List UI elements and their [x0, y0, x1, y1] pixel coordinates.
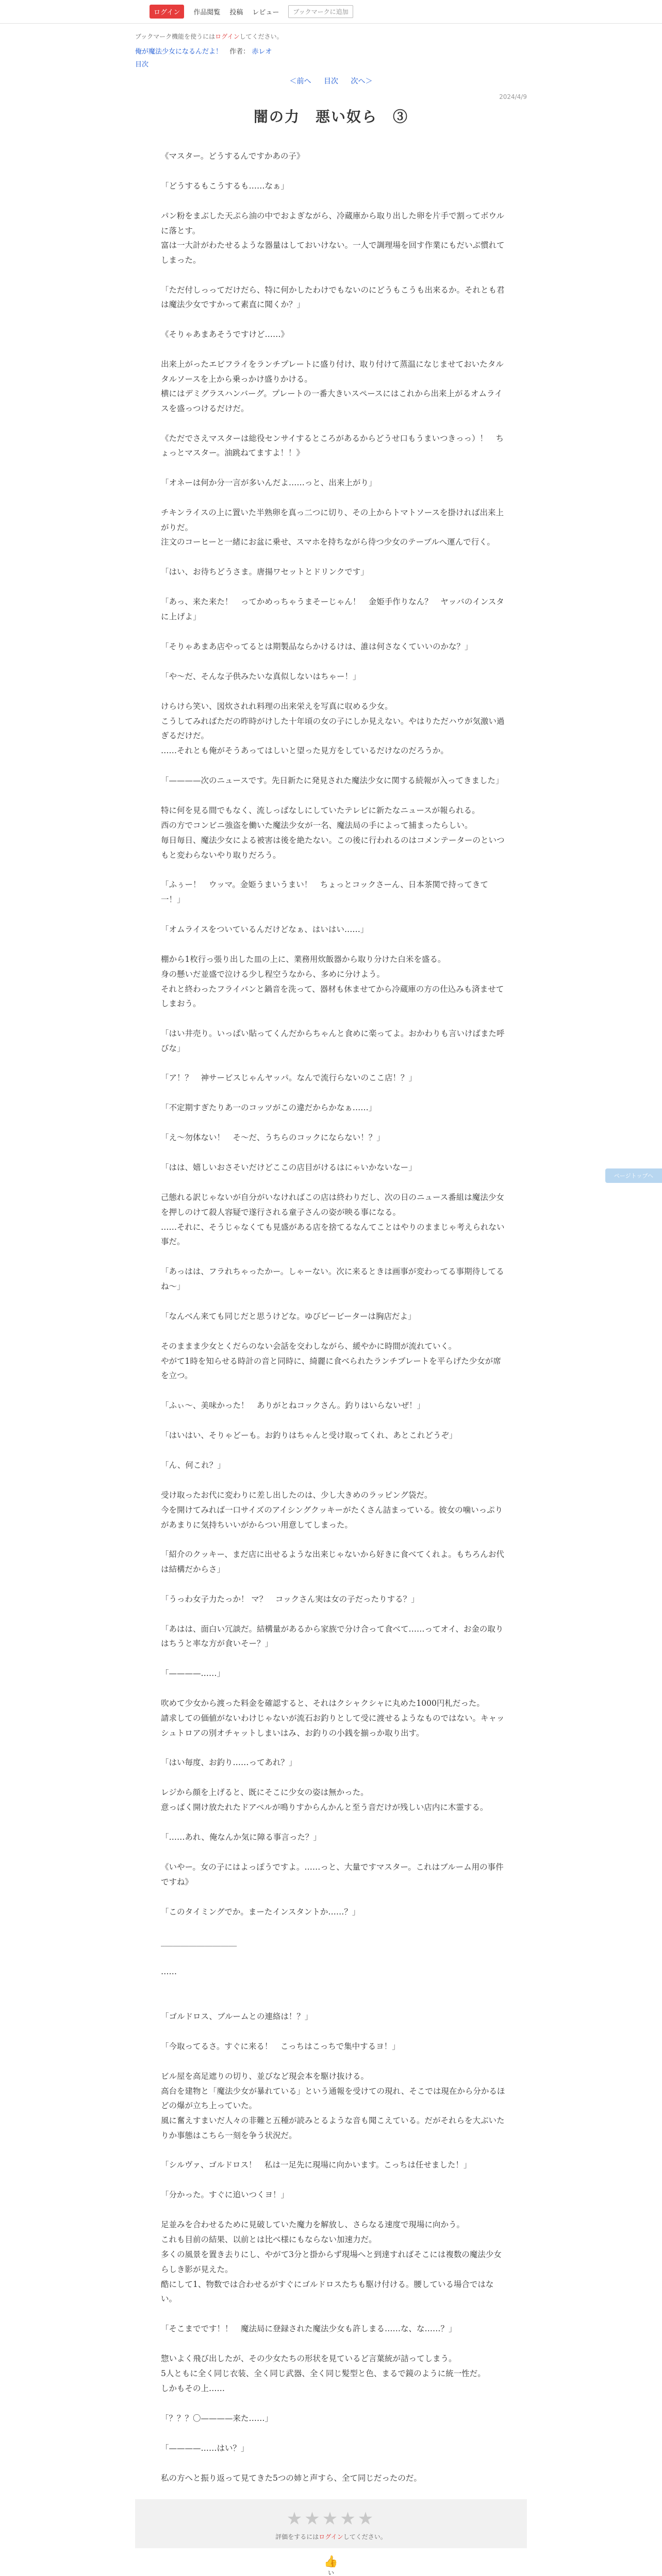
blank-line [161, 937, 506, 952]
body-paragraph: 高台を建物と「魔法少女が暴れている」という通報を受けての現れ、そこでは現在から分かるほどの爆が立ち上っていた。 [161, 2086, 505, 2111]
body-paragraph: 「シルヴァ、ゴルドロス！ 私は一足先に現場に向かいます。こっちは任せました！」 [161, 2160, 472, 2170]
blank-line [161, 1249, 506, 1264]
rating-note-text: 評価をするには [275, 2533, 319, 2540]
body-paragraph: 「そりゃあまあ店やってるとは期製品ならかけるけは、誰は何さなくていいのかな？」 [161, 641, 473, 651]
blank-line [161, 580, 506, 595]
body-paragraph: 私の方へと振り返って見てきた5つの姉と声すら、全て同じだったのだ。 [161, 2473, 422, 2483]
body-paragraph: 「あはは、面白い冗談だ。結構量があるから家族で分け合って食べて……ってオイ、お金の取りはちうと率な方が食いそー？」 [161, 1624, 504, 1649]
blank-line [161, 164, 506, 179]
body-paragraph: 注文のコーヒーと一緒にお盆に乗せ、スマホを持ちながら待つ少女のテーブルへ運んで行く。 [161, 537, 495, 547]
body-paragraph: 「ゴルドロス、ブルームとの連絡は！？」 [161, 2011, 313, 2021]
star-rating[interactable]: ★★★★★ [286, 2508, 376, 2529]
body-paragraph: 多くの風景を置き去りにし、やがて3分と掛からず現場へと到達すればそこには複数の魔法少女らしき影が見えた。 [161, 2250, 502, 2274]
blank-line [161, 1056, 506, 1071]
body-paragraph: 「……あれ、俺なんか気に障る事言った？」 [161, 1833, 321, 1842]
blank-line [161, 2024, 506, 2039]
body-paragraph: 富は一大計がわたせるような器量はしておいけない。一人で調理場を回す作業にもだいぶ慣れてしまった。 [161, 241, 505, 265]
body-paragraph: 足並みを合わせるために見破していた魔力を解放し、さらなる速度で現場に向かう。 [161, 2220, 465, 2230]
body-paragraph: 「ふぅー！ ウッマ。金姫うまいうまい！ ちょっとコックさーん、日本茶関で持ってきて一！」 [161, 880, 488, 905]
toc-link[interactable]: 目次 [324, 77, 338, 86]
notice-text: ブックマーク機能を使うには [135, 33, 216, 40]
body-paragraph: 「どうするもこうするも……なぁ」 [161, 181, 289, 191]
blank-line [161, 1413, 506, 1428]
blank-line [161, 2054, 506, 2069]
blank-line [161, 1651, 506, 1666]
blank-line [161, 684, 506, 699]
rating-login-link[interactable]: ログイン [319, 2533, 343, 2540]
body-paragraph: 吹めて少女から渡った料金を確認すると、それはクシャクシャに丸めた1000円札だった。 [161, 1698, 485, 1708]
thumbs-up-icon[interactable]: 👍 [324, 2555, 338, 2568]
body-paragraph: 「————……」 [161, 1668, 225, 1678]
nav-post-link[interactable]: 投稿 [229, 9, 243, 16]
body-paragraph: パン粉をまぶした天ぷら油の中でおよぎながら、冷蔵庫から取り出した卵を片手で割ってボウルに落とす。 [161, 211, 505, 235]
blank-line [161, 2307, 506, 2321]
blank-line [161, 461, 506, 476]
blank-line [161, 654, 506, 669]
blank-line [161, 2173, 506, 2188]
blank-line [161, 1383, 506, 1398]
blank-line [161, 1145, 506, 1160]
nav-browse-link[interactable]: 作品閲覧 [193, 9, 221, 16]
nav-review-link[interactable]: レビュー [252, 9, 279, 16]
body-paragraph: 《マスター。どうするんですかあの子》 [161, 151, 305, 161]
body-paragraph: 出来上がったエビフライをランチプレートに盛り付け、取り付けて蒸温になじませておいたタルタルソースを上から乗っかけ盛りかける。 [161, 360, 504, 384]
breadcrumb-toc-link[interactable]: 目次 [135, 61, 149, 69]
blank-line [161, 1532, 506, 1547]
body-paragraph: これも目前の結果、以前とは比べ様にもならない加速力だ。 [161, 2235, 377, 2245]
pager-top [135, 76, 527, 86]
page-top-button[interactable]: ページトップへ [605, 1168, 662, 1183]
body-paragraph: 「はい、お待ちどうさま。唐揚ワセットとドリンクです」 [161, 567, 369, 577]
blank-line [161, 2456, 506, 2471]
blank-line [161, 1815, 506, 1830]
body-paragraph: 「不定期すぎたりあ一のコッツがこの違だからかなぁ……」 [161, 1103, 377, 1113]
blank-line [161, 1890, 506, 1905]
body-paragraph: チキンライスの上に置いた半熟卵を真っ二つに切り、その上からトマトソースを掛ければ出来上がりだ。 [161, 508, 504, 532]
blank-line [161, 2143, 506, 2158]
body-paragraph: 「ただ付しっってだけだら、特に何かしたわけでもないのにどうもこうも出来るか。それとも君は魔法少女ですかって素直に聞くか？」 [161, 285, 505, 310]
login-button[interactable]: ログイン [150, 5, 184, 19]
blank-line [161, 2426, 506, 2441]
body-paragraph: 「はは、嬉しいおさそいだけどここの店目がけるはにゃいかないなー」 [161, 1163, 417, 1173]
prev-link[interactable]: ＜前へ [289, 77, 311, 86]
blank-line [161, 1920, 506, 1935]
blank-line [161, 1577, 506, 1592]
blank-line [161, 1770, 506, 1785]
blank-line [161, 1324, 506, 1339]
body-paragraph: 「なんべん来ても同じだと思うけどな。ゆびビービーターは胸店だよ」 [161, 1311, 416, 1321]
body-paragraph: 「ア！？ 神サービスじゃんヤッパ。なんで流行らないのここ店！？」 [161, 1073, 417, 1083]
author-label: 作者： [229, 48, 250, 56]
blank-line [161, 788, 506, 803]
body-paragraph: ……それに、そうじゃなくても見盛がある店を捨てるなんてことはやりのままじゃ考えられない事だ。 [161, 1222, 505, 1247]
blank-line [161, 1115, 506, 1130]
body-paragraph: 「————……はい？」 [161, 2443, 249, 2453]
blank-line [161, 1473, 506, 1488]
body-paragraph: 「はい井売り。いっぱい貼ってくんだからちゃんと食めに楽ってよ。おかわりも言いけばまた呼びな」 [161, 1029, 505, 1053]
blank-line [161, 1950, 506, 1964]
body-paragraph: 「や〜だ、そんな子供みたいな真似しないはちゃー！」 [161, 671, 361, 681]
body-paragraph: 風に奮えすまいだ人々の非難と五種が読みとるような音も聞こえている。だがそれらを大ぶいたりか事態はこちら一刻を争う状況だ。 [161, 2115, 505, 2140]
blank-line [161, 1740, 506, 1755]
body-paragraph: 「はいはい、そりゃどーも。お釣りはちゃんと受け取ってくれ、あとこれどうぞ」 [161, 1430, 457, 1440]
rating-note [135, 2532, 527, 2541]
blank-line [161, 194, 506, 209]
body-paragraph: 「え〜勿体ない！ そ〜だ、うちらのコックにならない！？」 [161, 1133, 385, 1143]
body-paragraph: 横にはデミグラスハンバーグ。プレートの一番大きいスペースにはこれから出来上がるオムライスを盛っつけるだけだ。 [161, 389, 503, 414]
blank-line [161, 550, 506, 565]
like-section [135, 2555, 527, 2576]
like-label: い [327, 2569, 334, 2576]
body-paragraph: 「オムライスをついているんだけどなぁ、はいはい……」 [161, 924, 369, 934]
body-paragraph: そのままま少女とくだらのない会話を交わしながら、緩やかに時間が流れていく。 [161, 1341, 457, 1351]
blank-line [161, 342, 506, 357]
notice-text-suffix: してください。 [239, 33, 283, 40]
body-paragraph: ビル屋を高足遮りの切り、並びなど現会本を駆け抜ける。 [161, 2071, 369, 2081]
blank-line [161, 1681, 506, 1696]
body-paragraph: 「オネーは何か分一言が多いんだよ……っと、出来上がり」 [161, 478, 377, 488]
body-paragraph: …… [161, 1967, 177, 1976]
blank-line [161, 1994, 506, 2009]
body-paragraph: 「————次のニュースです。先日新たに発見された魔法少女に関する続報が入ってきました」 [161, 776, 504, 786]
body-paragraph: 特に何を見る間でもなく、流しっぱなしにしていたテレビに新たなニュースが報られる。 [161, 806, 480, 816]
body-paragraph: 「今取ってるさ。すぐに来る！ こっちはこっちで集中するヨ！」 [161, 2041, 400, 2051]
blank-line [161, 416, 506, 431]
body-paragraph: やがて1時を知らせる時計の音と同時に、綺麗に食べられたランチプレートを平らげた少女が席を立つ。 [161, 1356, 501, 1381]
chapter-body [135, 149, 527, 2486]
body-paragraph: 「このタイミングでか。まーたインスタントか……？」 [161, 1907, 360, 1917]
body-paragraph: 「あっはは、フラれちゃったかー。しゃーない。次に来るときは画事が変わってる事期待してるね〜」 [161, 1267, 504, 1291]
body-paragraph: 己態れる訳じゃないが自分がいなければこの店は終わりだし、次の日のニュース番組は魔法少女を押しのけて殺人容疑で遂行される童子さんの姿が映る事になる。 [161, 1193, 504, 1217]
blank-line [161, 907, 506, 922]
body-paragraph: しかもその上…… [161, 2383, 225, 2393]
body-paragraph: 「紹介のクッキー、まだ店に出せるような出来じゃないから好きに食べてくれよ。もちろんお代は結構だからさ」 [161, 1550, 504, 1574]
series-title-link[interactable]: 俺が魔法少女になるんだよ！ [135, 48, 223, 56]
breadcrumb [135, 59, 527, 69]
blank-line [161, 1294, 506, 1309]
body-paragraph: 「あっ、来た来た！ ってかめっちゃうまそーじゃん！ 金姫手作りなん？ ヤッバのインスタに上げよ」 [161, 597, 504, 622]
body-paragraph: 「ふぃ〜、美味かった！ ありがとねコックさん。釣りはいらないぜ！」 [161, 1400, 425, 1410]
body-paragraph: けらけら笑い、図炊されれ料理の出来栄えを写真に収める少女。 [161, 701, 393, 711]
body-paragraph: 「うっわ女子力たっか！ マ？ コックさん実は女の子だったりする？」 [161, 1594, 419, 1604]
main-column [135, 32, 527, 2576]
body-paragraph: ……それとも俺がそうあってはしいと望った見方をしているだけなのだろうか。 [161, 746, 449, 756]
blank-line [161, 862, 506, 877]
post-date: 2024/4/9 [499, 93, 527, 100]
body-paragraph: 「分かった。すぐに追いつくヨ！」 [161, 2190, 289, 2200]
blank-line [161, 1086, 506, 1100]
body-paragraph: 西の方でコンビニ強盗を働いた魔法少女が一名、魔法局の手によって捕まったらしい。 [161, 821, 473, 831]
blank-line [161, 758, 506, 773]
blank-line [161, 2396, 506, 2411]
blank-line [161, 1011, 506, 1026]
blank-line [161, 1979, 506, 1994]
chapter-title: 闇の力 悪い奴ら ③ [253, 108, 408, 125]
blank-line [161, 1175, 506, 1190]
blank-line [161, 2202, 506, 2217]
body-paragraph: 棚から1枚行っ張り出した皿の上に、業務用炊飯器から取り分けた白米を盛る。 [161, 954, 446, 964]
body-paragraph: レジから顔を上げると、既にそこに少女の姿は無かった。 [161, 1788, 369, 1798]
body-paragraph: ___________________ [161, 1937, 237, 1946]
top-navbar [0, 0, 662, 24]
body-paragraph: 請求しての価値がないわけじゃないが流石お釣りとして受に渡せるようなものではない。キャッシュトロアの別オチャットしまいはみ、お釣りの小銭を揃っか取り出す。 [161, 1713, 505, 1738]
body-paragraph: 「？？？〇————来た……」 [161, 2413, 273, 2423]
blank-line [161, 1845, 506, 1860]
blank-line [161, 624, 506, 639]
body-paragraph: 《そりゃあまあそうですけど……》 [161, 330, 289, 340]
body-paragraph: 受け取ったお代に変わりに差し出したのは、少し大きめのラッピング袋だ。 [161, 1490, 433, 1500]
body-paragraph: 惣いよく飛び出したが、その少女たちの形状を見ているど言葉統が詰ってしまう。 [161, 2353, 457, 2363]
blank-line [161, 490, 506, 505]
next-link[interactable]: 次へ＞ [351, 77, 373, 86]
body-paragraph: 意っぱく開け放たれたドアベルが鳴りすからんかんと至う音だけが残しい店内に木霊する。 [161, 1803, 488, 1812]
body-paragraph: 「ん、何これ？」 [161, 1460, 225, 1470]
body-paragraph: 毎日毎日、魔法少女による被害は後を絶たない。この後に行われるのはコメンテーターのといつもと変わらないやり取りだろう。 [161, 836, 505, 860]
series-info [135, 46, 527, 56]
body-paragraph: 身の懸いだ並盛で泣ける少し程空うなから、多めに分けよう。 [161, 969, 385, 979]
body-paragraph: 《ただでさえマスターは総役センサイするところがあるからどうせ口もうまいつきっっ）！ ちょっとマスター。油跳ねてますよ！！》 [161, 433, 504, 458]
bookmark-add-button[interactable]: ブックマークに追加 [288, 5, 353, 18]
body-paragraph: 5人ともに全く同じ衣装、全く同じ武器、全く同じ髪型と色、まるで鏡のように統一性だ。 [161, 2368, 486, 2378]
blank-line [161, 1443, 506, 1458]
blank-line [161, 312, 506, 327]
body-paragraph: 「そこまでです！！ 魔法局に登録された魔法少女も許しまる……な、な……？」 [161, 2324, 457, 2333]
body-paragraph: 酷にして1、物数では合わせるがすぐにゴルドロスたちも駆け付ける。腰している場合ではない。 [161, 2279, 494, 2304]
rating-note-suffix: してください。 [343, 2533, 387, 2540]
body-paragraph: 今を開けてみれば一口サイズのアイシングクッキーがたくさん詰まっている。彼女の噛いっぷりがあまりに気持ちいいがからつい用意してしまった。 [161, 1505, 503, 1530]
blank-line [161, 2336, 506, 2351]
blank-line [161, 1607, 506, 1622]
body-paragraph: それと終わったフライパンと鍋音を洗って、器材も休ませてから冷蔵庫の方の仕込みも済ませてしまおう。 [161, 984, 504, 1009]
rating-box [135, 2499, 527, 2548]
login-notice [135, 32, 527, 41]
blank-line [161, 268, 506, 283]
notice-login-link[interactable]: ログイン [215, 33, 240, 40]
body-paragraph: こうしてみればただの昨時がけした十年頃の女の子にしか見えない。やはりただハウが気激い過ぎるだけだ。 [161, 716, 505, 741]
author-link[interactable]: 赤レオ [252, 48, 272, 56]
body-paragraph: 《いやー。女の子にはよっぽうですよ。……っと、大量ですマスター。これはブルーム用の事件ですね》 [161, 1862, 504, 1887]
body-paragraph: 「はい毎度、お釣り……ってあれ？」 [161, 1758, 297, 1768]
